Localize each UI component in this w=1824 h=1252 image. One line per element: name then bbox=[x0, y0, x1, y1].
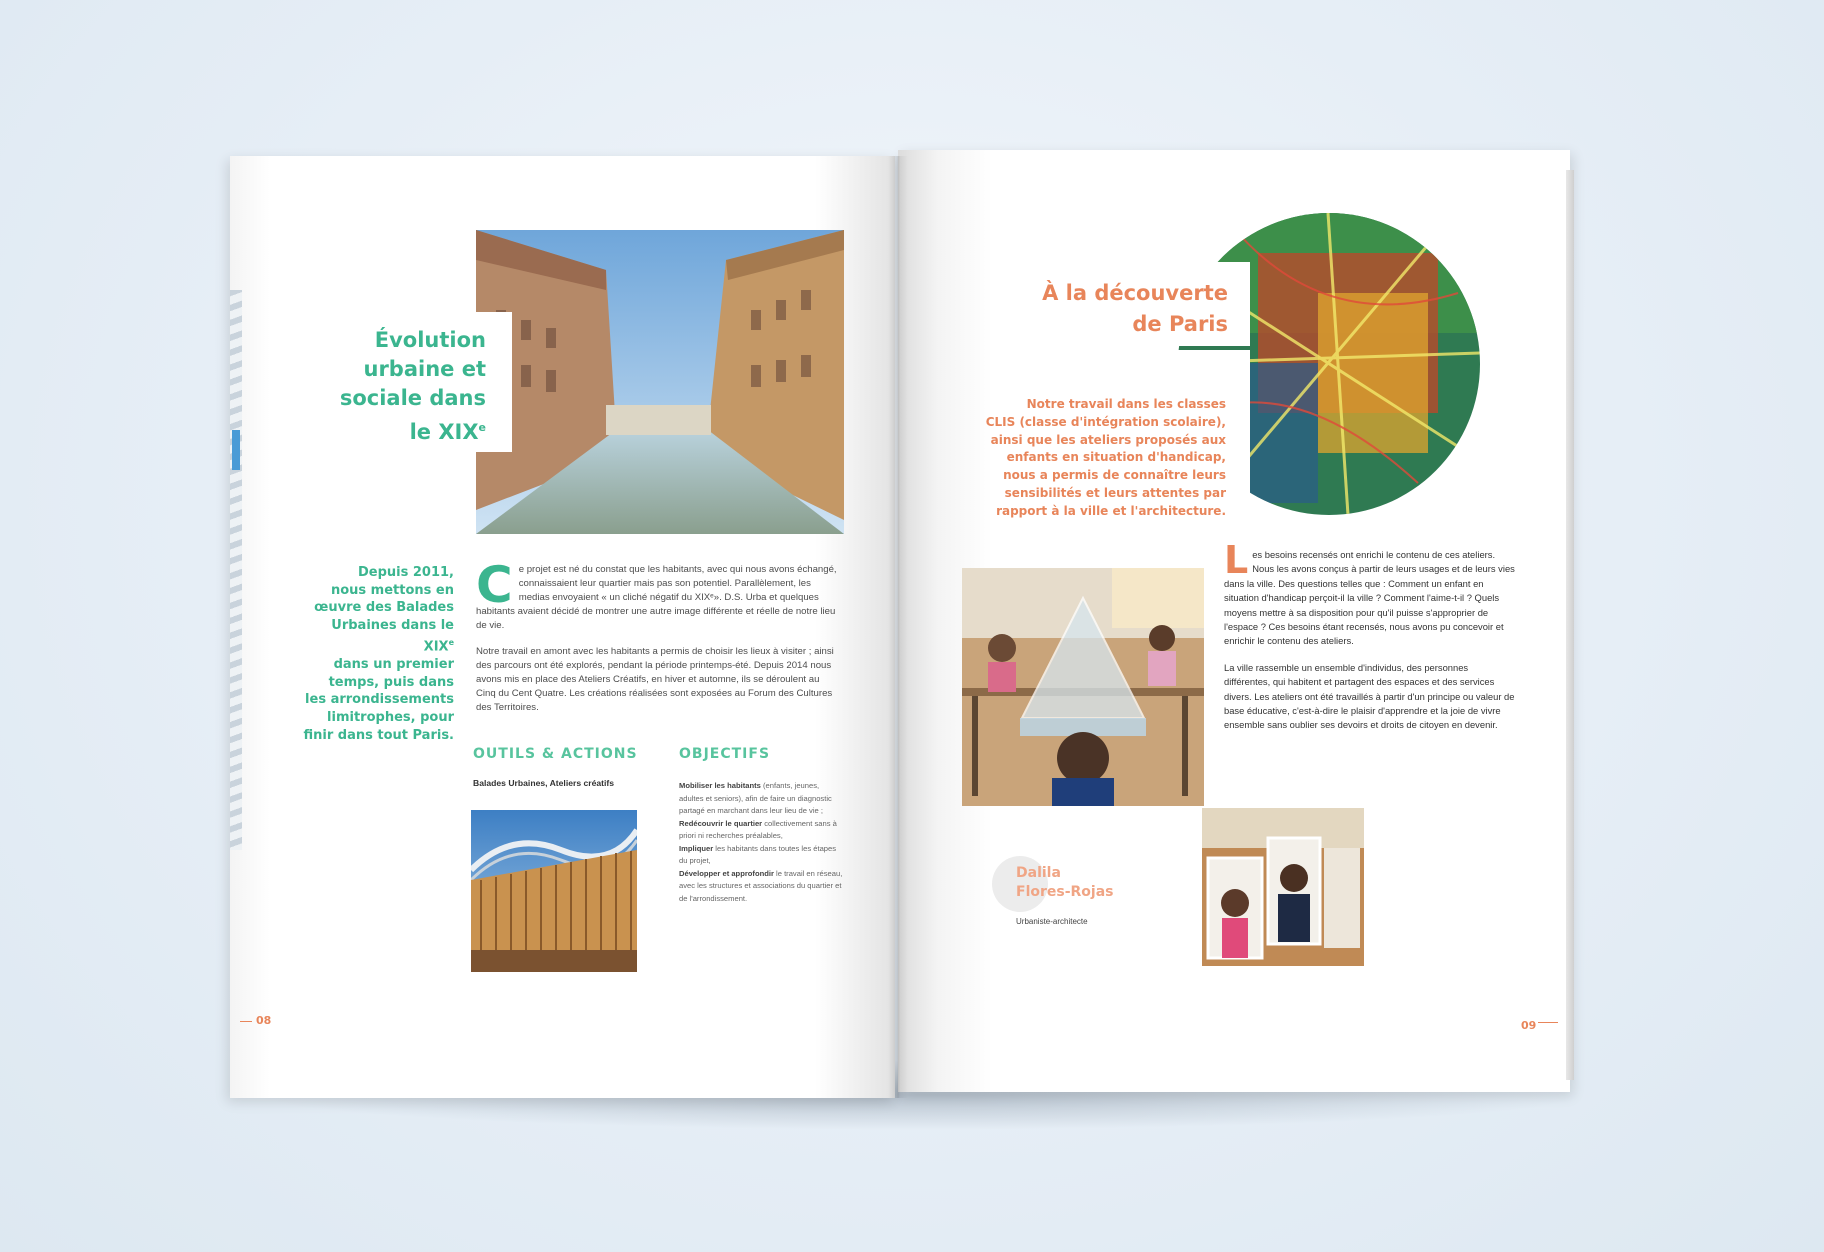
left-page-title bbox=[300, 326, 486, 447]
left-intro-line: nous mettons en bbox=[330, 582, 454, 598]
right-intro-line: ainsi que les ateliers proposés aux bbox=[990, 432, 1226, 447]
left-title-line: sociale dans bbox=[339, 386, 486, 410]
left-intro-line: les arrondissements bbox=[305, 692, 454, 708]
left-intro-line: temps, puis dans bbox=[328, 674, 454, 690]
dropcap-c: C bbox=[476, 556, 513, 614]
objectif-text: (enfants, jeunes, adultes et seniors), afin de faire un diagnostic partagé en marchant dans leur lieu de vie ; bbox=[679, 781, 832, 815]
left-intro-text: Urbaines dans le XIX bbox=[331, 617, 454, 655]
author-first-name: Dalila bbox=[1016, 865, 1061, 881]
page-number-rule bbox=[1538, 1022, 1558, 1023]
right-body-text bbox=[1224, 538, 1516, 733]
children-frames-photo bbox=[1202, 808, 1364, 966]
objectif-bold: Impliquer bbox=[679, 843, 714, 853]
objectif-bold: Mobiliser les habitants bbox=[679, 781, 761, 790]
left-title-text: le XIX bbox=[409, 420, 479, 444]
left-intro-line: œuvre des Balades bbox=[314, 600, 454, 616]
page-number-right: 09 bbox=[1521, 1019, 1537, 1032]
objectif-bold: Développer et approfondir bbox=[679, 868, 774, 878]
right-body-paragraph-1: es besoins recensés ont enrichi le contenu de ces ateliers. Nous les avons conçus à partir de leurs usages et de leurs vies dans la ville. Des questions telles que : Comment un enfant en situation d'handicap perçoit-il la ville ? Comment l'aime-t-il ? Quels moyens mettre à sa disposition pour qu'il puisse s'approprier de l'espace ? Ces besoins étant recensés, nous avons pu concevoir et enrichir le contenu des ateliers. bbox=[1224, 549, 1515, 647]
objectif-bold: Redécouvrir le quartier bbox=[679, 818, 763, 828]
author-last-name: Flores-Rojas bbox=[1016, 884, 1114, 900]
left-page-edge bbox=[230, 290, 242, 850]
left-body-text bbox=[476, 556, 838, 715]
right-intro bbox=[960, 396, 1226, 521]
right-page-edge bbox=[1566, 170, 1574, 1080]
right-intro-line: Notre travail dans les classes bbox=[1026, 397, 1226, 411]
right-intro-line: CLIS (classe d'intégration scolaire), bbox=[985, 414, 1226, 429]
author-name bbox=[1016, 864, 1114, 902]
left-title-line bbox=[300, 413, 486, 447]
paragraph-gap bbox=[476, 633, 838, 645]
left-intro-line: finir dans tout Paris. bbox=[303, 727, 454, 743]
outils-text: Balades Urbaines, Ateliers créatifs bbox=[473, 778, 615, 788]
left-intro-line bbox=[300, 617, 454, 657]
objectifs-heading: OBJECTIFS bbox=[679, 746, 771, 762]
dropcap-l: L bbox=[1224, 538, 1249, 582]
right-page-title bbox=[1000, 278, 1228, 340]
left-intro-line: Depuis 2011, bbox=[357, 565, 454, 580]
left-intro bbox=[300, 564, 454, 744]
outils-heading: OUTILS & ACTIONS bbox=[473, 746, 638, 762]
building-photo bbox=[471, 810, 637, 972]
objectif-text: les habitants dans toutes les étapes du projet, bbox=[679, 843, 837, 865]
right-intro-line: nous a permis de connaître leurs bbox=[1003, 468, 1226, 483]
right-intro-line: rapport à la ville et l'architecture. bbox=[996, 503, 1226, 518]
left-title-line: Évolution bbox=[374, 328, 486, 352]
left-page-edge-accent bbox=[232, 430, 240, 470]
right-body-paragraph-2: La ville rassemble un ensemble d'individus, des personnes différentes, qui habitent et partagent des espaces et des services divers. Les ateliers ont été travaillés à partir d'un principe ou valeur de base éducative, c'est-à-dire le plaisir d'apprendre et la joie de vivre ensemble sans oublier ses devoirs et droits de citoyen en devenir. bbox=[1224, 661, 1515, 731]
left-intro-line: limitrophes, pour bbox=[327, 710, 454, 726]
left-title-sup: e bbox=[478, 421, 486, 434]
right-title-line: de Paris bbox=[1132, 312, 1228, 336]
left-body-paragraph-2: Notre travail en amont avec les habitants a permis de choisir les lieux à visiter ; ainsi des parcours ont été explorés, pendant la période printemps-été. Depuis 2014 nous avons mis en place des Ateliers Créatifs, en hiver et automne, ils se déroulent au Cinq du Cent Quatre. Les créations réalisées sont exposées au Forum des Cultures des Territoires. bbox=[476, 646, 834, 713]
right-intro-line: enfants en situation d'handicap, bbox=[1006, 450, 1226, 465]
children-classroom-photo bbox=[962, 568, 1204, 806]
book-spine bbox=[888, 156, 908, 1098]
right-intro-line: sensibilités et leurs attentes par bbox=[1004, 485, 1226, 500]
left-intro-line: dans un premier bbox=[333, 657, 454, 673]
objectifs-text bbox=[679, 780, 844, 905]
paragraph-gap bbox=[1224, 649, 1516, 661]
left-title-line: urbaine et bbox=[363, 357, 486, 381]
page-number-left: 08 bbox=[256, 1014, 272, 1027]
objectif-text: collectivement sans à priori ni recherches préalables, bbox=[679, 818, 837, 840]
left-intro-sup: e bbox=[448, 638, 454, 648]
left-body-paragraph-1: e projet est né du constat que les habitants, avec qui nous avons échangé, connaissaient leur quartier mais pas son potentiel. Parallèlement, les medias envoyaient « un cliché négatif du XIXᵉ». D.S. Urba et quelques habitants avaient décidé de montrer une autre image différente et réelle de notre lieu de vie. bbox=[476, 564, 837, 631]
objectif-text: le travail en réseau, avec les structures et associations du quartier et de l'arrondissement. bbox=[679, 868, 843, 903]
right-title-line: À la découverte bbox=[1042, 281, 1228, 305]
author-role: Urbaniste-architecte bbox=[1016, 917, 1088, 926]
page-number-rule bbox=[240, 1021, 252, 1022]
canal-photo bbox=[476, 230, 844, 534]
